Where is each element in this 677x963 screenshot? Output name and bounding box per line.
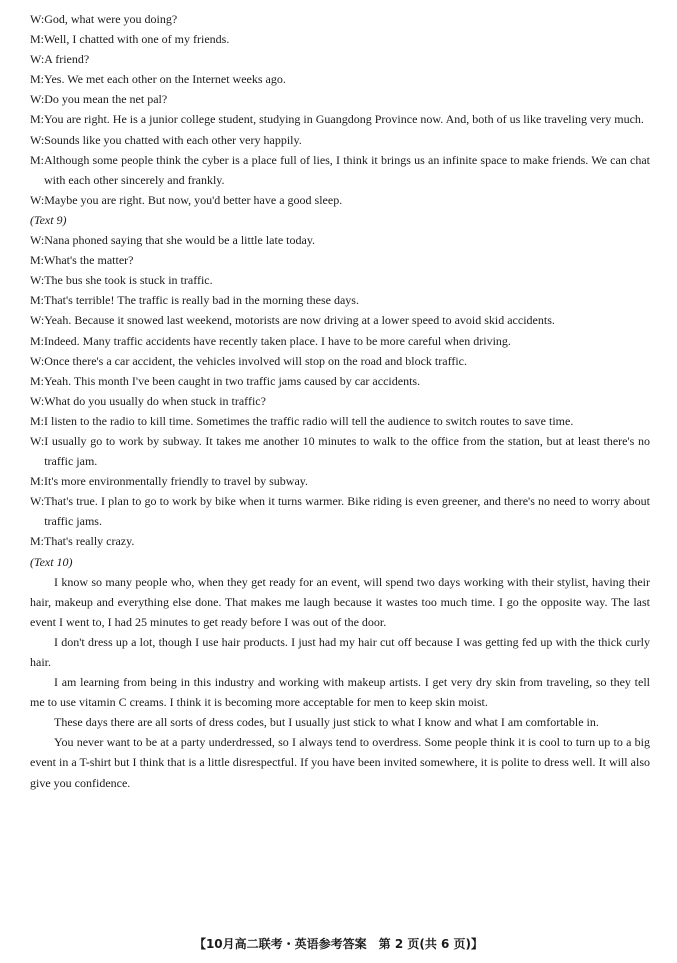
utterance: I usually go to work by subway. It takes me another 10 minutes to walk to the office from the station, but at least there's no traffic jam. [44,433,650,469]
utterance: A friend? [44,52,90,67]
speaker-label: M: [30,253,45,268]
speaker-label: M: [30,112,45,127]
paragraph: These days there are all sorts of dress codes, but I usually just stick to what I know and what I am comfortable in. [54,715,599,730]
utterance: Maybe you are right. But now, you'd better have a good sleep. [44,192,343,207]
dialogue-line [30,9,650,29]
paragraph: You never want to be at a party underdressed, so I always tend to overdress. Some people think it is cool to turn up to a big event in a T-shirt but I think that is a little disrespectful. If you have been invited somewhere, it is polite to dress well. It will also give you confidence. [30,735,650,790]
utterance: Although some people think the cyber is a place full of lies, I think it brings us an infinite space to make friends. We can chat with each other sincerely and frankly. [44,152,650,187]
utterance: Do you mean the net pal? [44,92,168,107]
dialogue-line [30,411,650,431]
page-content [30,9,650,793]
utterance: Sounds like you chatted with each other very happily. [44,132,302,147]
utterance: Once there's a car accident, the vehicles involved will stop on the road and block traffic. [44,353,468,368]
monologue-text-10 [30,572,650,793]
utterance: Indeed. Many traffic accidents have recently taken place. I have to be more careful when driving. [44,333,511,348]
dialogue-line [30,190,650,210]
paragraph: I don't dress up a lot, though I use hair products. I just had my hair cut off because I was getting fed up with the thick curly hair. [30,634,650,669]
utterance: It's more environmentally friendly to travel by subway. [44,474,308,489]
dialogue-line [30,49,650,69]
speaker-label: M: [30,152,45,167]
speaker-label: M: [30,413,45,428]
dialogue-line [30,331,650,351]
speaker-label: W: [30,313,45,328]
utterance: Yeah. This month I've been caught in two traffic jams caused by car accidents. [44,373,421,388]
utterance: That's true. I plan to go to work by bike when it turns warmer. Bike riding is even greener, and there's no need to worry about traffic jams. [44,494,650,529]
utterance: Well, I chatted with one of my friends. [44,32,230,47]
speaker-label: M: [30,293,45,308]
speaker-label: W: [30,132,45,147]
dialogue-text-8 [30,9,650,210]
utterance: The bus she took is stuck in traffic. [44,273,213,288]
dialogue-line [30,89,650,109]
speaker-label: W: [30,273,45,288]
dialogue-line [30,69,650,89]
utterance: Nana phoned saying that she would be a little late today. [44,233,316,248]
utterance: That's terrible! The traffic is really bad in the morning these days. [44,293,359,308]
speaker-label: W: [30,494,45,509]
dialogue-text-9 [30,230,650,552]
dialogue-line [30,391,650,411]
paragraph: I know so many people who, when they get ready for an event, will spend two days working with their stylist, having their hair, makeup and everything else done. That makes me laugh because it wastes too much time. I go the opposite way. The last event I went to, I had 25 minutes to get ready before I was out of the door. [30,574,650,629]
speaker-label: M: [30,474,45,489]
utterance: Yeah. Because it snowed last weekend, motorists are now driving at a lower speed to avoid skid accidents. [44,313,555,328]
speaker-label: W: [30,92,45,107]
dialogue-line [30,531,650,551]
speaker-label: W: [30,433,45,448]
speaker-label: M: [30,72,45,87]
utterance: That's really crazy. [44,534,135,549]
dialogue-line [30,29,650,49]
utterance: What's the matter? [44,253,134,268]
speaker-label: W: [30,353,45,368]
speaker-label: W: [30,12,45,26]
speaker-label: W: [30,393,45,408]
utterance: You are right. He is a junior college student, studying in Guangdong Province now. And, both of us like traveling very much. [44,112,644,127]
dialogue-line [30,371,650,391]
dialogue-line [30,130,650,150]
utterance: Yes. We met each other on the Internet weeks ago. [44,72,286,87]
section-header-text-10: (Text 10) [30,554,73,569]
dialogue-line [30,310,650,330]
dialogue-line [30,250,650,270]
speaker-label: M: [30,534,45,549]
speaker-label: W: [30,233,45,248]
speaker-label: W: [30,52,45,67]
paragraph: I am learning from being in this industry and working with makeup artists. I get very dry skin from traveling, so they tell me to use vitamin C creams. I think it is becoming more acceptable for men to keep skin moist. [30,675,650,710]
dialogue-line [30,471,650,491]
speaker-label: M: [30,373,45,388]
dialogue-line [30,270,650,290]
section-header-text-9: (Text 9) [30,212,67,227]
dialogue-line [30,431,650,471]
dialogue-line [30,491,650,531]
speaker-label: W: [30,192,45,207]
dialogue-line [30,109,650,129]
dialogue-line [30,150,650,190]
dialogue-line [30,290,650,310]
speaker-label: M: [30,333,45,348]
page-footer: 【10月高二联考・英语参考答案 第 2 页(共 6 页)】 [193,937,484,951]
dialogue-line [30,351,650,371]
utterance: What do you usually do when stuck in traffic? [44,393,266,408]
utterance: I listen to the radio to kill time. Sometimes the traffic radio will tell the audience to switch routes to save time. [44,413,574,428]
utterance: God, what were you doing? [44,12,178,26]
dialogue-line [30,230,650,250]
speaker-label: M: [30,32,45,47]
